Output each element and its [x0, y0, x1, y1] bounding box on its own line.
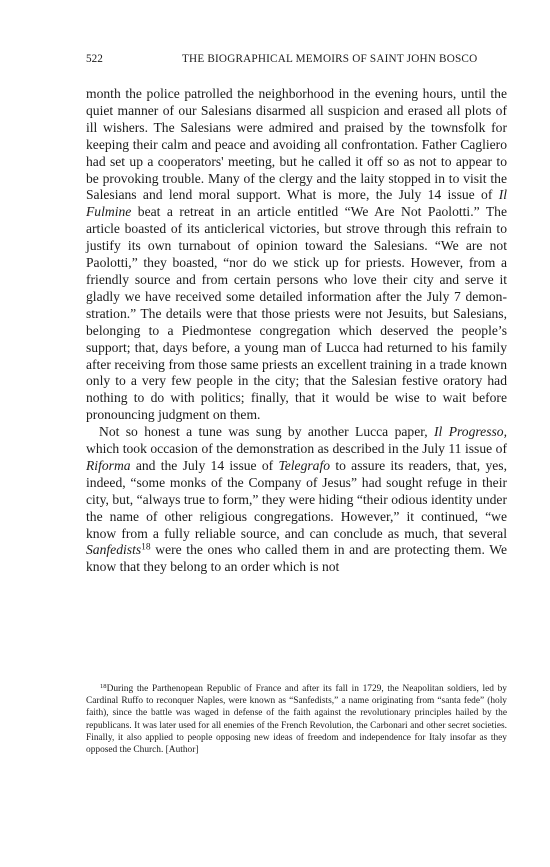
footnote-reference: 18	[141, 543, 151, 554]
text-run: beat a retreat in an article entitled “We Are Not Paolotti.” The article boasted of its anticlerical victories, but strove through this refrain to justify its own turnabout of opinion toward the Salesians. “We are not Paolotti,” they boasted, “nor do we stick up for priests. However, from a friendly source and from certain persons who love their city and serve it gladly we have received some detailed information after the July 7 demon-stration.” The details were that those priests were not Jesuits, but Salesians, belonging to a Piedmontese congregation which deserved the people’s support; that, days before, a young man of Lucca had returned to his family after receiving from those same priests an excellent training in a trade known only to a very few people in the city; that the Salesian festive oratory had nothing to do with politics; finally, that it would be wise to wait before pronouncing judgment on them.	[86, 204, 507, 423]
paragraph-2	[86, 424, 507, 576]
footnote-text: During the Parthenopean Republic of France and after its fall in 1729, the Neapolitan soldiers, led by Cardinal Ruffo to reconquer Naples, were known as “Sanfedists,” a name originating from “santa fede” (holy faith), since the battle was waged in defense of the faith against the revolutionary principles hailed by the republicans. It was later used for all enemies of the French Revolution, the Carbonari and other secret societies. Finally, it also applied to people opposing new ideas of freedom and independence for Italy insofar as they opposed the Church. [Author]	[86, 684, 507, 756]
italic-title: Il Fulmine	[86, 187, 507, 220]
italic-title: Riforma	[86, 457, 131, 473]
footnote	[86, 683, 507, 756]
body-text	[86, 86, 507, 576]
paragraph-1	[86, 86, 507, 424]
text-run: which took occasion of the demonstration as described in the July 11 issue of	[86, 441, 507, 457]
italic-title: Il Progresso,	[434, 424, 507, 440]
italic-title: Telegrafo	[278, 457, 331, 473]
running-head: THE BIOGRAPHICAL MEMOIRS OF SAINT JOHN BOSCO	[182, 53, 478, 65]
text-run: and the July 14 issue of	[130, 457, 279, 473]
text-run: were the ones who called them in and are protecting them. We know that they belong to an order which is not	[86, 542, 507, 575]
text-run: Not so honest a tune was sung by another Lucca paper,	[99, 424, 435, 440]
italic-term: Sanfedists	[86, 542, 142, 558]
footnote-paragraph	[86, 683, 507, 756]
text-run: month the police patrolled the neighborhood in the evening hours, until the quiet manner of our Salesians disarmed all suspicion and erased all plots of ill wishers. The Salesians were admired and praised by the townsfolk for keeping their calm and peace and avoiding all confrontation. Father Cagliero had set up a cooperators' meeting, but he called it off so as not to appear to be provoking trouble. Many of the clergy and the laity stopped in to visit the Salesians and lend moral support. What is more, the July 14 issue of	[86, 86, 507, 203]
text-run: to assure its readers, that, yes, indeed, “some monks of the Company of Jesus” had sought refuge in their city, but, “always true to form,” they were hiding “their odious identity under the name of other religious congregations. However,” it continued, “we know from a fully reliable source, and can conclude as much, that several	[86, 457, 507, 541]
page-number: 522	[86, 53, 103, 65]
footnote-marker: 18	[100, 683, 107, 691]
